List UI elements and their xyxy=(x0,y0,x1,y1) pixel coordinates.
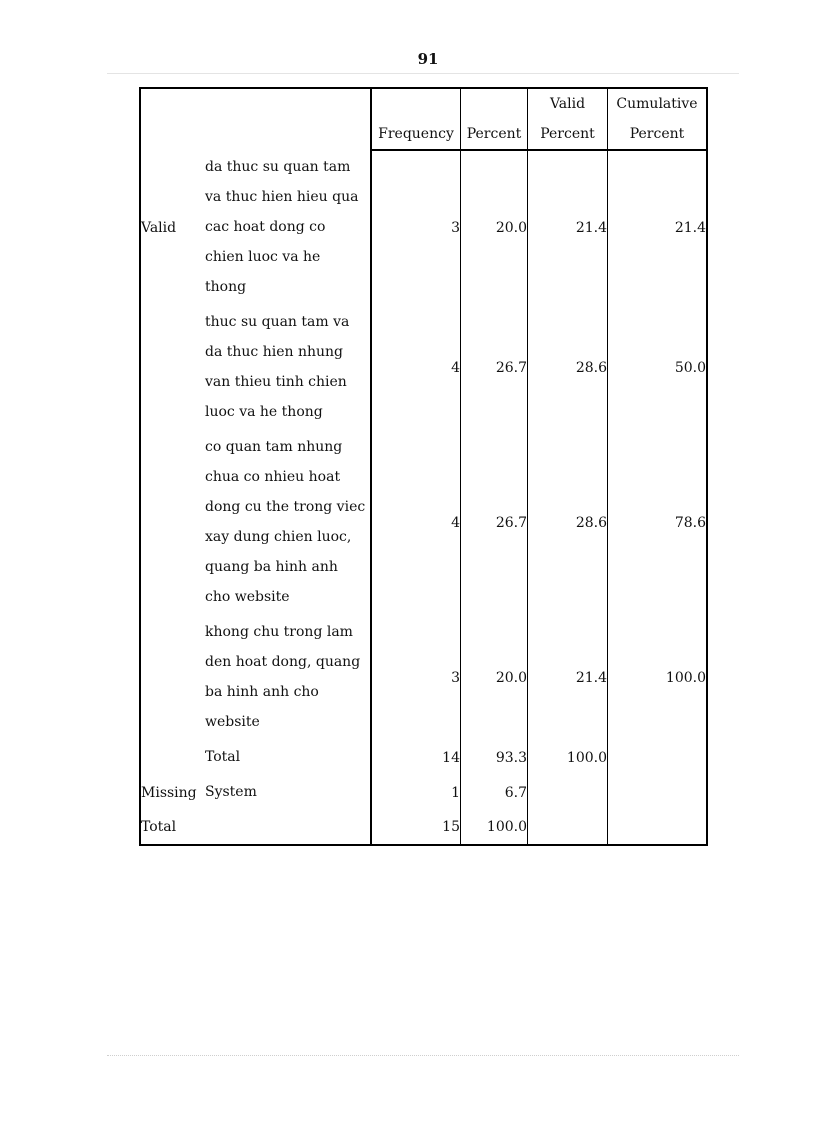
header-valid-percent-line-2: Percent xyxy=(528,119,608,150)
category-label-line: luoc va he thong xyxy=(205,404,323,420)
cell-frequency: 3 xyxy=(371,150,461,305)
header-valid-percent-line-1: Valid xyxy=(528,88,608,119)
cell-frequency: 14 xyxy=(371,740,461,775)
category-label-line: va thuc hien hieu qua xyxy=(205,189,359,205)
row-group-label xyxy=(140,430,205,615)
cell-percent: 26.7 xyxy=(461,430,528,615)
category-label-line: da thuc hien nhung xyxy=(205,344,343,360)
cell-percent: 6.7 xyxy=(461,775,528,810)
cell-cumulative-percent xyxy=(608,810,708,845)
row-group-label xyxy=(140,615,205,740)
row-category-label xyxy=(205,810,371,845)
cell-percent: 100.0 xyxy=(461,810,528,845)
cell-cumulative-percent xyxy=(608,775,708,810)
table-header-row-1 xyxy=(140,88,707,119)
cell-frequency: 1 xyxy=(371,775,461,810)
header-frequency: Frequency xyxy=(371,119,461,150)
row-category-label xyxy=(205,775,371,810)
category-label-line: dong cu the trong viec xyxy=(205,499,366,515)
table-row xyxy=(140,615,707,740)
row-group-label xyxy=(140,740,205,775)
category-label-line: den hoat dong, quang xyxy=(205,654,361,670)
category-label-line: Total xyxy=(205,749,241,765)
table-body xyxy=(140,150,707,845)
cell-valid-percent: 28.6 xyxy=(528,305,608,430)
category-label-line: thuc su quan tam va xyxy=(205,314,350,330)
table-row xyxy=(140,775,707,810)
cell-frequency: 15 xyxy=(371,810,461,845)
cell-cumulative-percent: 50.0 xyxy=(608,305,708,430)
row-category-label xyxy=(205,430,371,615)
page-number: 91 xyxy=(417,50,439,68)
category-label-line: xay dung chien luoc, xyxy=(205,529,352,545)
row-category-label xyxy=(205,305,371,430)
footer-rule xyxy=(107,1055,739,1056)
cell-percent: 26.7 xyxy=(461,305,528,430)
header-frequency-top xyxy=(371,88,461,119)
category-label-line: cac hoat dong co xyxy=(205,219,326,235)
cell-cumulative-percent: 100.0 xyxy=(608,615,708,740)
category-label-line: quang ba hinh anh xyxy=(205,559,338,575)
row-group-label: Valid xyxy=(141,219,177,236)
cell-cumulative-percent: 21.4 xyxy=(608,150,708,305)
row-group-label: Missing xyxy=(141,784,197,801)
category-label-line: website xyxy=(205,714,260,730)
cell-cumulative-percent: 78.6 xyxy=(608,430,708,615)
cell-valid-percent: 21.4 xyxy=(528,615,608,740)
header-cumulative-percent-line-2: Percent xyxy=(608,119,708,150)
table-row xyxy=(140,305,707,430)
cell-valid-percent: 28.6 xyxy=(528,430,608,615)
cell-percent: 20.0 xyxy=(461,150,528,305)
cell-frequency: 4 xyxy=(371,305,461,430)
table-row xyxy=(140,810,707,845)
frequency-table xyxy=(139,87,708,846)
header-blank-cell xyxy=(140,88,371,150)
cell-valid-percent: 100.0 xyxy=(528,740,608,775)
header-rule xyxy=(107,73,739,74)
row-group-label: Total xyxy=(141,819,177,835)
category-label-line: cho website xyxy=(205,589,290,605)
cell-valid-percent: 21.4 xyxy=(528,150,608,305)
category-label-line: chien luoc va he xyxy=(205,249,321,265)
table-row xyxy=(140,740,707,775)
header-cumulative-percent-line-1: Cumulative xyxy=(608,88,708,119)
cell-frequency: 4 xyxy=(371,430,461,615)
category-label-line: System xyxy=(205,784,257,800)
category-label-line: co quan tam nhung xyxy=(205,439,343,455)
category-label-line: chua co nhieu hoat xyxy=(205,469,341,485)
category-label-line: da thuc su quan tam xyxy=(205,159,351,175)
category-label-line: thong xyxy=(205,279,247,295)
cell-percent: 20.0 xyxy=(461,615,528,740)
header-percent-top xyxy=(461,88,528,119)
cell-frequency: 3 xyxy=(371,615,461,740)
cell-cumulative-percent xyxy=(608,740,708,775)
row-group-label xyxy=(140,305,205,430)
row-category-label xyxy=(205,615,371,740)
row-category-label xyxy=(205,740,371,775)
cell-valid-percent xyxy=(528,775,608,810)
table-row xyxy=(140,430,707,615)
category-label-line: ba hinh anh cho xyxy=(205,684,319,700)
header-percent: Percent xyxy=(461,119,528,150)
category-label-line: khong chu trong lam xyxy=(205,624,353,640)
row-category-label xyxy=(205,150,371,305)
cell-valid-percent xyxy=(528,810,608,845)
cell-percent: 93.3 xyxy=(461,740,528,775)
category-label-line: van thieu tinh chien xyxy=(205,374,347,390)
table-row xyxy=(140,150,707,305)
